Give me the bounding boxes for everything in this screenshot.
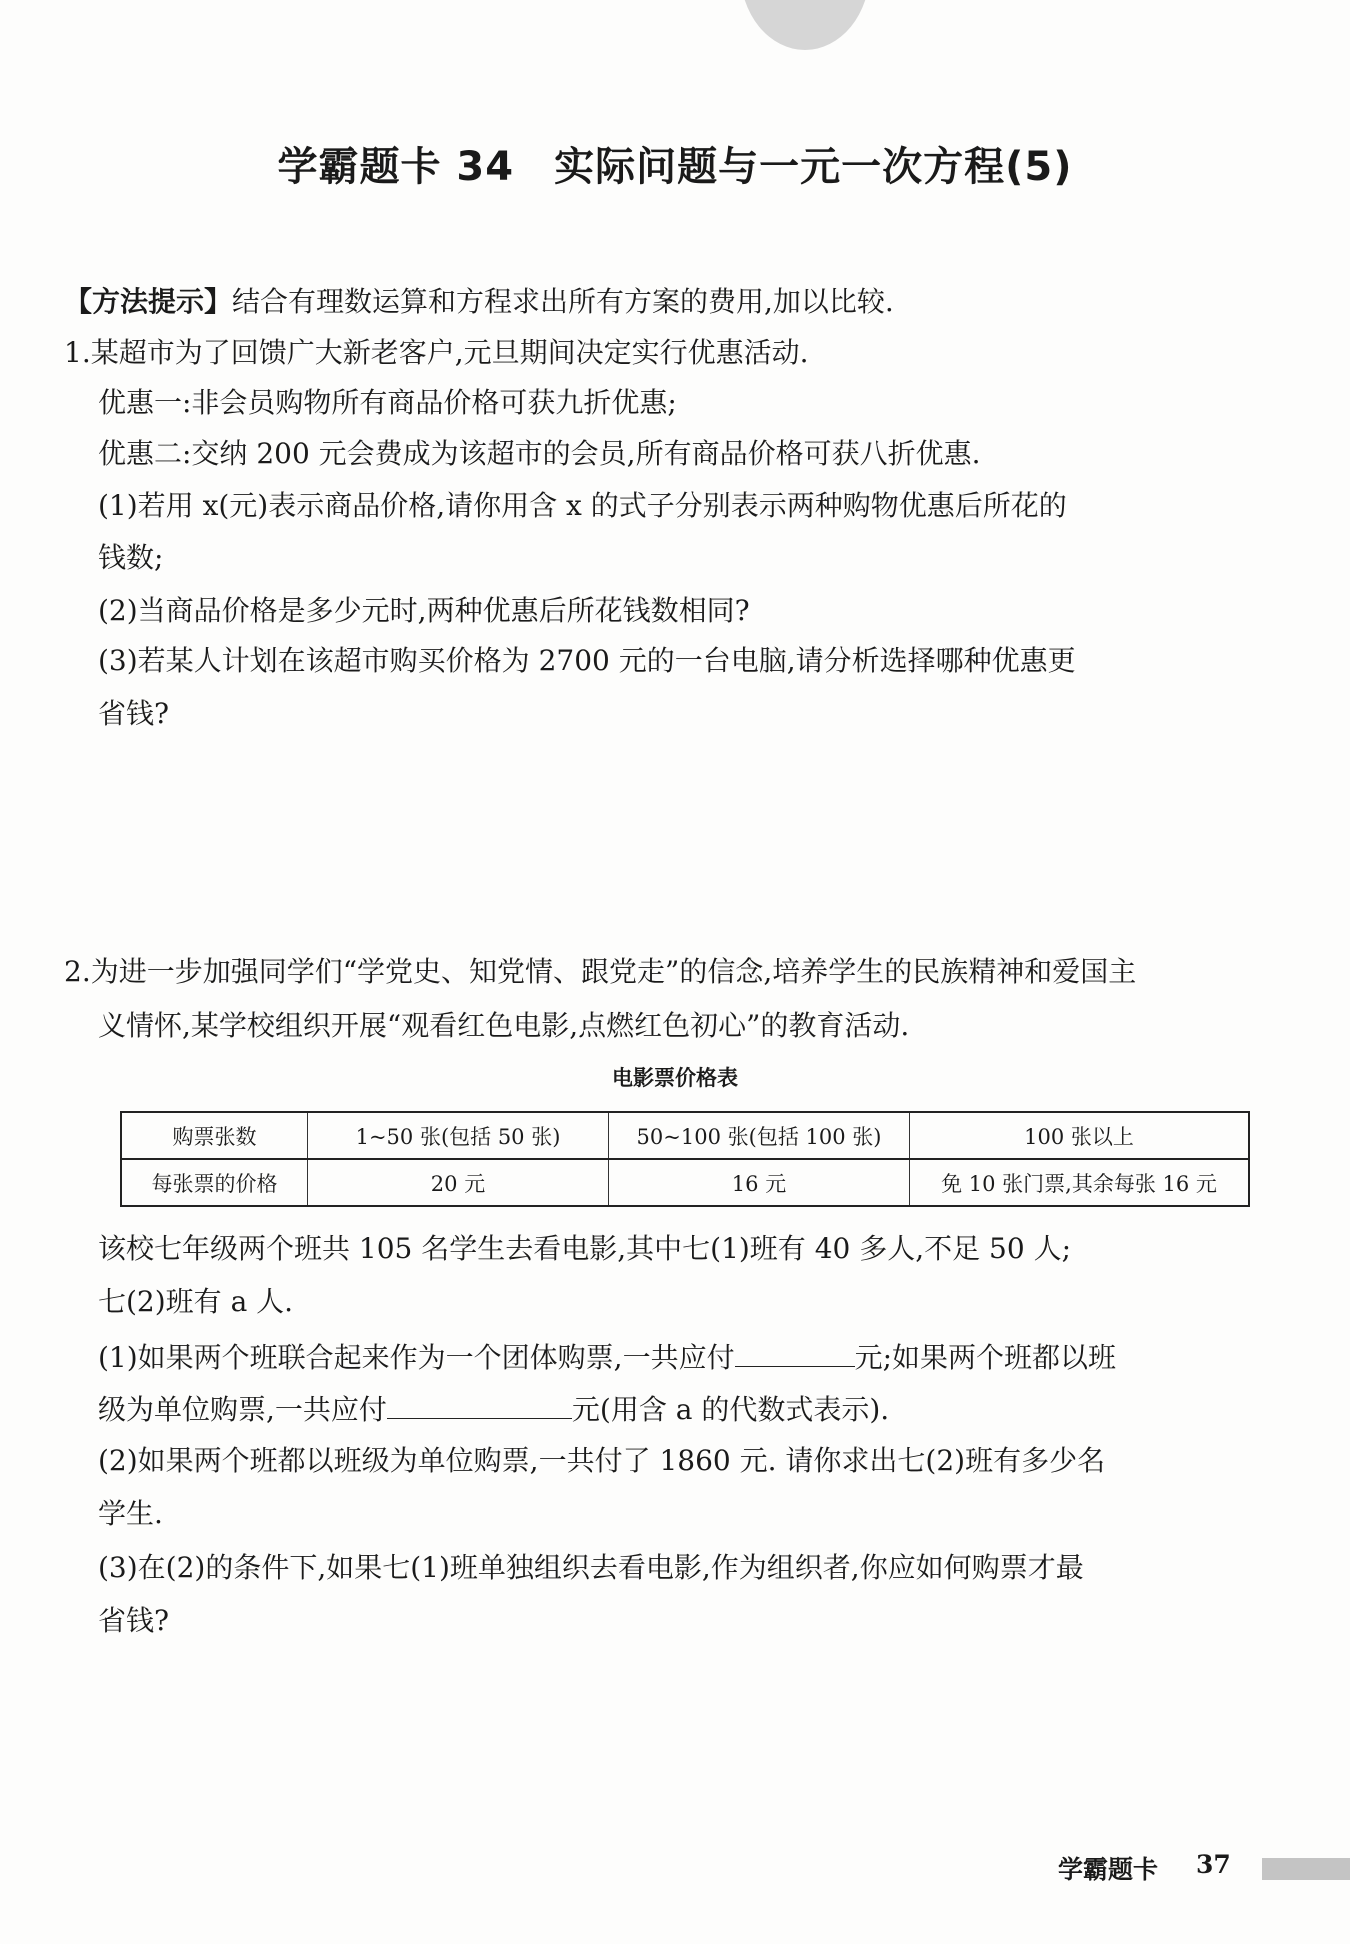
footer-label: 学霸题卡 (1058, 1855, 1159, 1884)
table-row (121, 1112, 1249, 1159)
q2-stem-line2: 义情怀,某学校组织开展“观看红色电影,点燃红色初心”的教育活动. (98, 1009, 910, 1042)
q1-part3-line2: 省钱? (98, 697, 170, 730)
table-cell: 50~100 张(包括 100 张) (609, 1112, 910, 1159)
method-tip (64, 284, 894, 320)
q2-part2-line2: 学生. (98, 1497, 163, 1530)
q1-part2: (2)当商品价格是多少元时,两种优惠后所花钱数相同? (98, 594, 750, 627)
table-cell: 100 张以上 (910, 1112, 1250, 1159)
table-cell: 每张票的价格 (121, 1159, 308, 1206)
q2-part1-text: 元;如果两个班都以班 (854, 1341, 1117, 1374)
table-row (121, 1159, 1249, 1206)
footer-bar-decoration (1262, 1858, 1350, 1880)
page-title (0, 135, 1350, 192)
q2-part1-line1 (98, 1338, 1116, 1376)
q2-part1-line2 (98, 1390, 889, 1428)
table-cell: 购票张数 (121, 1112, 308, 1159)
table-caption: 电影票价格表 (612, 1066, 738, 1090)
q1-offer1: 优惠一:非会员购物所有商品价格可获九折优惠; (98, 386, 677, 419)
table-cell: 1~50 张(包括 50 张) (308, 1112, 609, 1159)
q1-offer2: 优惠二:交纳 200 元会费成为该超市的会员,所有商品价格可获八折优惠. (98, 437, 981, 470)
q2-part1-text: (1)如果两个班联合起来作为一个团体购票,一共应付 (98, 1341, 735, 1374)
table-cell: 免 10 张门票,其余每张 16 元 (910, 1159, 1250, 1206)
method-tip-text: 结合有理数运算和方程求出所有方案的费用,加以比较. (232, 285, 894, 318)
q2-stem-line1: 2.为进一步加强同学们“学党史、知党情、跟党走”的信念,培养学生的民族精神和爱国主 (64, 955, 1137, 988)
answer-blank[interactable] (735, 1338, 855, 1367)
table-cell: 16 元 (609, 1159, 910, 1206)
table-cell: 20 元 (308, 1159, 609, 1206)
q2-part3-line2: 省钱? (98, 1604, 170, 1637)
title-card: 学霸题卡 34 (277, 144, 515, 190)
answer-blank[interactable] (387, 1390, 572, 1419)
ticket-price-table (120, 1111, 1250, 1207)
page-tab-decoration (740, 0, 870, 50)
method-tip-label: 【方法提示】 (64, 285, 233, 318)
q2-info-line2: 七(2)班有 a 人. (98, 1285, 294, 1318)
title-topic: 实际问题与一元一次方程(5) (554, 144, 1073, 190)
q2-part1-text: 级为单位购票,一共应付 (98, 1393, 387, 1426)
q1-part1-line1: (1)若用 x(元)表示商品价格,请你用含 x 的式子分别表示两种购物优惠后所花的 (98, 489, 1067, 522)
q1-part1-line2: 钱数; (98, 541, 164, 574)
q1-stem: 1.某超市为了回馈广大新老客户,元旦期间决定实行优惠活动. (64, 336, 809, 369)
page-number: 37 (1196, 1850, 1231, 1879)
q2-info-line1: 该校七年级两个班共 105 名学生去看电影,其中七(1)班有 40 多人,不足 50 人; (98, 1232, 1072, 1265)
q2-part3-line1: (3)在(2)的条件下,如果七(1)班单独组织去看电影,作为组织者,你应如何购票才最 (98, 1551, 1084, 1584)
q2-part2-line1: (2)如果两个班都以班级为单位购票,一共付了 1860 元. 请你求出七(2)班有多少名 (98, 1444, 1106, 1477)
q2-part1-text: 元(用含 a 的代数式表示). (571, 1393, 890, 1426)
q1-part3-line1: (3)若某人计划在该超市购买价格为 2700 元的一台电脑,请分析选择哪种优惠更 (98, 644, 1076, 677)
